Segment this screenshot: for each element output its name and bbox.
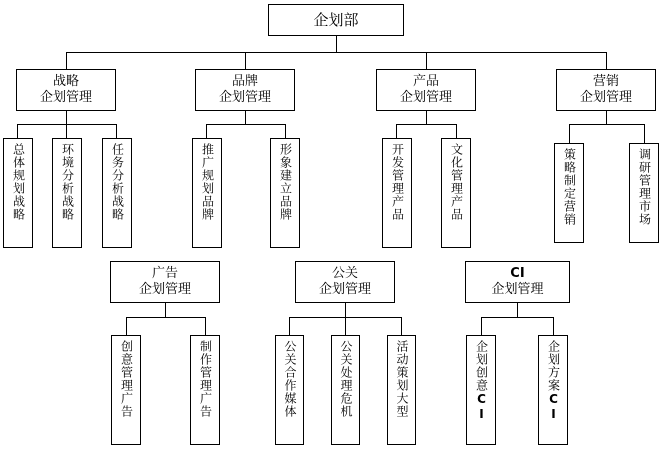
node-marketing-child-2-label: 市场 调研管理 (637, 148, 652, 226)
connector-advertising-child1 (126, 317, 127, 335)
node-product-child-1-label: 产品 开发管理 (390, 143, 405, 221)
connector-product-stem (426, 111, 427, 124)
node-advertising-dept-label: 广告 企划管理 (138, 265, 191, 297)
node-brand-dept (195, 69, 295, 111)
connector-drop-brand (245, 52, 246, 69)
node-root-label: 企划部 (313, 10, 359, 29)
connector-drop-marketing (606, 52, 607, 69)
node-strategy-child-1-label: 战略 总体规划 (11, 143, 26, 221)
connector-marketing-stem (606, 111, 607, 124)
connector-root-stem (336, 36, 337, 52)
connector-pr-child2 (345, 317, 346, 335)
connector-product-child2 (456, 124, 457, 138)
node-strategy-child-3 (102, 138, 132, 248)
connector-pr-child3 (401, 317, 402, 335)
connector-advertising-child2 (205, 317, 206, 335)
node-marketing-dept-label: 营销 企划管理 (579, 73, 632, 105)
node-product-dept (376, 69, 476, 111)
node-product-dept-label: 产品 企划管理 (399, 73, 452, 105)
node-pr-dept (295, 261, 395, 303)
connector-advertising-stem (165, 303, 166, 317)
node-brand-child-1 (192, 138, 222, 248)
connector-ci-child2 (553, 317, 554, 335)
connector-brand-stem (245, 111, 246, 124)
node-ci-dept-label: CI 企划管理 (491, 265, 544, 297)
node-product-child-1 (382, 138, 412, 248)
node-marketing-child-2 (629, 143, 659, 243)
node-ci-child-1-label: CI 企划创意 (474, 340, 489, 422)
node-pr-child-2 (331, 335, 360, 445)
connector-product-bus (396, 124, 456, 125)
connector-brand-child2 (285, 124, 286, 138)
connector-top-bus (66, 52, 606, 53)
node-marketing-child-1 (554, 143, 584, 243)
connector-drop-product (426, 52, 427, 69)
connector-pr-stem (345, 303, 346, 317)
connector-product-child1 (396, 124, 397, 138)
node-advertising-child-2-label: 广告 制作管理 (198, 340, 213, 418)
connector-advertising-bus (126, 317, 205, 318)
connector-marketing-bus (569, 124, 644, 125)
node-ci-child-1 (466, 335, 496, 445)
connector-ci-child1 (481, 317, 482, 335)
node-marketing-child-1-label: 营销 策略制定 (562, 148, 577, 226)
node-strategy-child-2-label: 战略 环境分析 (60, 143, 75, 221)
connector-strategy-child3 (116, 124, 117, 138)
connector-drop-strategy (66, 52, 67, 69)
node-strategy-dept-label: 战略 企划管理 (39, 73, 92, 105)
node-brand-child-1-label: 品牌 推广规划 (200, 143, 215, 221)
connector-ci-bus (481, 317, 553, 318)
node-pr-child-1-label: 媒体 公关合作 (283, 340, 297, 418)
node-strategy-child-3-label: 战略 任务分析 (110, 143, 125, 221)
connector-pr-child1 (289, 317, 290, 335)
node-pr-child-1 (275, 335, 304, 445)
node-marketing-dept (556, 69, 656, 111)
node-product-child-2 (441, 138, 471, 248)
connector-strategy-child2 (66, 124, 67, 138)
node-brand-child-2-label: 品牌 形象建立 (278, 143, 293, 221)
node-advertising-dept (110, 261, 220, 303)
node-ci-dept (465, 261, 570, 303)
node-strategy-dept (16, 69, 116, 111)
node-pr-dept-label: 公关 企划管理 (318, 265, 371, 297)
node-advertising-child-1 (111, 335, 141, 445)
node-strategy-child-1 (3, 138, 33, 248)
node-ci-child-2-label: CI 企划方案 (546, 340, 561, 422)
connector-brand-child1 (206, 124, 207, 138)
connector-marketing-child1 (569, 124, 570, 143)
connector-strategy-stem (66, 111, 67, 124)
node-brand-dept-label: 品牌 企划管理 (218, 73, 271, 105)
node-product-child-2-label: 产品 文化管理 (449, 143, 464, 221)
node-advertising-child-1-label: 广告 创意管理 (119, 340, 134, 418)
node-root (268, 4, 404, 36)
connector-marketing-child2 (644, 124, 645, 143)
connector-strategy-child1 (17, 124, 18, 138)
node-ci-child-2 (538, 335, 568, 445)
connector-ci-stem (517, 303, 518, 317)
node-strategy-child-2 (52, 138, 82, 248)
node-pr-child-2-label: 危机 公关处理 (339, 340, 353, 418)
node-brand-child-2 (270, 138, 300, 248)
node-pr-child-3-label: 大型 活动策划 (395, 340, 409, 418)
node-advertising-child-2 (190, 335, 220, 445)
node-pr-child-3 (387, 335, 416, 445)
connector-brand-bus (206, 124, 285, 125)
